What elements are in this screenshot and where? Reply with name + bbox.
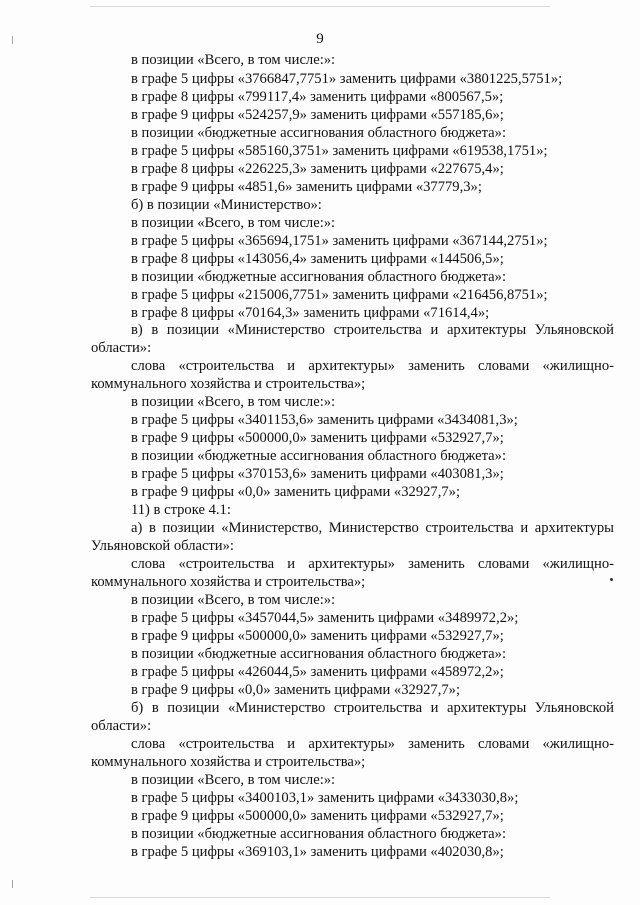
- text-line: в позиции «бюджетные ассигнования областного бюджета»:: [131, 646, 506, 662]
- scan-mark-left-bottom: [12, 880, 13, 888]
- text-line: в позиции «Всего, в том числе:»:: [131, 394, 336, 410]
- text-line: в позиции «бюджетные ассигнования областного бюджета»:: [131, 125, 506, 141]
- text-line: в позиции «Всего, в том числе:»:: [131, 772, 336, 788]
- text-line: в графе 9 цифры «500000,0» заменить цифрами «532927,7»;: [131, 808, 504, 824]
- text-line: а) в позиции «Министерство, Министерство строительства и архитектуры: [131, 520, 614, 536]
- text-line: в графе 8 цифры «226225,3» заменить цифрами «227675,4»;: [131, 161, 504, 177]
- text-line: в) в позиции «Министерство строительства и архитектуры Ульяновской: [131, 322, 614, 338]
- text-line: слова «строительства и архитектуры» заменить словами «жилищно-: [131, 556, 614, 572]
- text-line: в графе 5 цифры «585160,3751» заменить цифрами «619538,1751»;: [131, 143, 548, 159]
- text-line: в позиции «Всего, в том числе:»:: [131, 592, 336, 608]
- text-line: в графе 8 цифры «70164,3» заменить цифрами «71614,4»;: [131, 305, 490, 321]
- text-line: слова «строительства и архитектуры» заменить словами «жилищно-: [131, 736, 614, 752]
- text-line: области»:: [91, 340, 152, 356]
- text-line: коммунального хозяйства и строительства»;: [91, 376, 366, 392]
- text-line: слова «строительства и архитектуры» заменить словами «жилищно-: [131, 358, 614, 374]
- text-line: в графе 9 цифры «500000,0» заменить цифрами «532927,7»;: [131, 430, 504, 446]
- text-line: в позиции «бюджетные ассигнования областного бюджета»:: [131, 269, 506, 285]
- text-line: б) в позиции «Министерство строительства и архитектуры Ульяновской: [131, 700, 614, 716]
- scan-edge-top: [90, 6, 550, 7]
- text-line: в графе 9 цифры «0,0» заменить цифрами «32927,7»;: [131, 484, 461, 500]
- text-line: в позиции «бюджетные ассигнования областного бюджета»:: [131, 826, 506, 842]
- text-line: области»:: [91, 718, 152, 734]
- text-line: 11) в строке 4.1:: [131, 502, 231, 518]
- text-line: в графе 5 цифры «369103,1» заменить цифрами «402030,8»;: [131, 844, 504, 860]
- text-line: в графе 8 цифры «143056,4» заменить цифрами «144506,5»;: [131, 251, 504, 267]
- text-line: в графе 8 цифры «799117,4» заменить цифрами «800567,5»;: [131, 89, 504, 105]
- text-line: Ульяновской области»:: [91, 538, 234, 554]
- text-line: в графе 5 цифры «426044,5» заменить цифрами «458972,2»;: [131, 664, 504, 680]
- text-line: в графе 9 цифры «0,0» заменить цифрами «32927,7»;: [131, 682, 461, 698]
- text-line: коммунального хозяйства и строительства»;: [91, 574, 366, 590]
- text-line: в позиции «Всего, в том числе:»:: [131, 52, 336, 68]
- text-line: в позиции «Всего, в том числе:»:: [131, 215, 336, 231]
- text-line: в графе 5 цифры «370153,6» заменить цифрами «403081,3»;: [131, 466, 504, 482]
- text-line: в графе 5 цифры «3401153,6» заменить цифрами «3434081,3»;: [131, 412, 518, 428]
- text-line: в графе 5 цифры «3457044,5» заменить цифрами «3489972,2»;: [131, 610, 519, 626]
- text-line: в графе 5 цифры «365694,1751» заменить цифрами «367144,2751»;: [131, 233, 548, 249]
- text-line: в графе 5 цифры «3766847,7751» заменить цифрами «3801225,5751»;: [131, 71, 563, 87]
- text-line: в графе 9 цифры «500000,0» заменить цифрами «532927,7»;: [131, 628, 504, 644]
- text-line: в графе 9 цифры «524257,9» заменить цифрами «557185,6»;: [131, 107, 504, 123]
- scan-speck: [610, 578, 613, 581]
- scan-edge-bottom: [90, 897, 550, 898]
- page-number: 9: [316, 31, 324, 47]
- text-line: коммунального хозяйства и строительства»;: [91, 754, 366, 770]
- text-line: в графе 9 цифры «4851,6» заменить цифрами «37779,3»;: [131, 179, 482, 195]
- text-line: в графе 5 цифры «215006,7751» заменить цифрами «216456,8751»;: [131, 287, 548, 303]
- text-line: в графе 5 цифры «3400103,1» заменить цифрами «3433030,8»;: [131, 790, 519, 806]
- text-line: б) в позиции «Министерство»:: [131, 197, 322, 213]
- text-line: в позиции «бюджетные ассигнования областного бюджета»:: [131, 448, 506, 464]
